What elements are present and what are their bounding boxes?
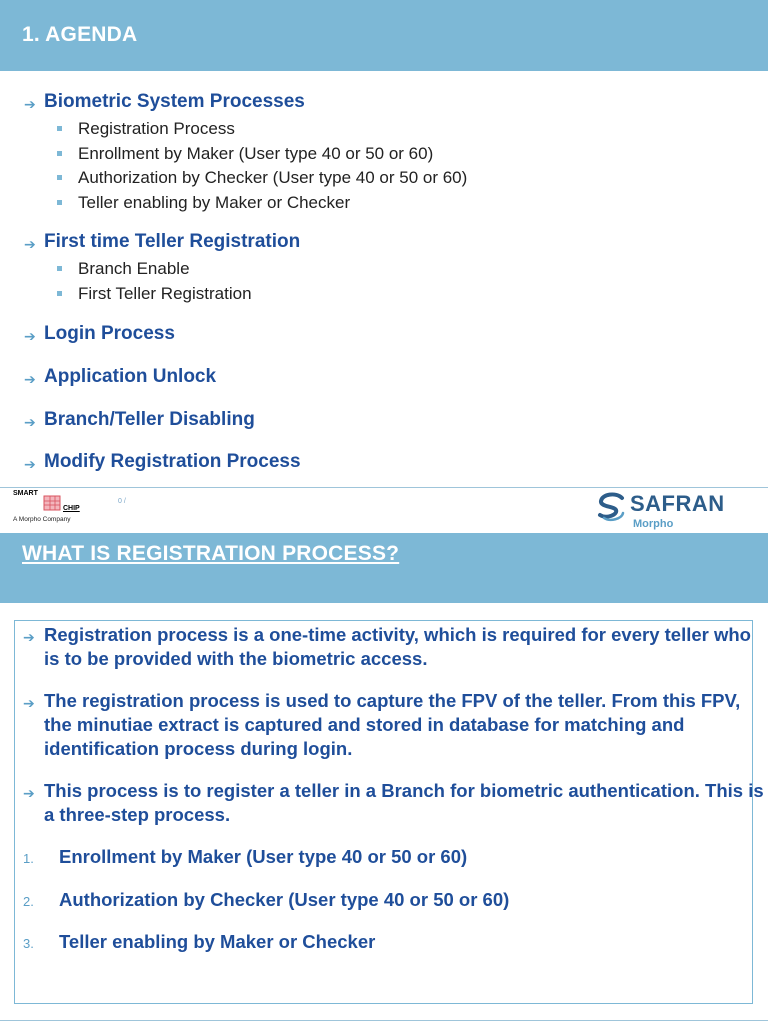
agenda-sub-list xyxy=(24,257,300,306)
square-bullet-icon xyxy=(57,291,62,296)
agenda-section xyxy=(24,231,300,306)
agenda-section xyxy=(24,323,175,345)
arrow-right-icon: ➔ xyxy=(23,695,35,711)
agenda-title: 1. AGENDA xyxy=(22,23,138,46)
registration-content-box xyxy=(14,620,764,1004)
arrow-right-icon: ➔ xyxy=(24,371,36,387)
page-marker: 0 / xyxy=(118,498,126,505)
square-bullet-icon xyxy=(57,175,62,180)
arrow-right-icon: ➔ xyxy=(24,96,36,112)
arrow-right-icon: ➔ xyxy=(24,414,36,430)
agenda-section-title: ➔ Application Unlock xyxy=(24,366,216,388)
registration-paragraph: ➔ This process is to register a teller in a Branch for biometric authentication. This is a three-step process. xyxy=(23,780,764,825)
registration-title: WHAT IS REGISTRATION PROCESS? xyxy=(22,542,400,565)
registration-title-band xyxy=(0,533,768,603)
list-item: Enrollment by Maker (User type 40 or 50 or 60) xyxy=(24,142,467,167)
list-item: Registration Process xyxy=(24,117,467,142)
agenda-section xyxy=(24,409,255,431)
list-item: Authorization by Checker (User type 40 or 50 or 60) xyxy=(24,166,467,191)
smartchip-logo: SMART CHIP A Morpho Company xyxy=(13,490,80,523)
chip-logo-icon xyxy=(41,494,63,512)
registration-paragraph: ➔ Registration process is a one-time activity, which is required for every teller who is to be provided with the biometric access. xyxy=(23,624,751,669)
registration-slide xyxy=(0,533,768,1024)
registration-step: 3. Teller enabling by Maker or Checker xyxy=(23,931,376,952)
agenda-section xyxy=(24,91,467,216)
arrow-right-icon: ➔ xyxy=(24,236,36,252)
agenda-title-band xyxy=(0,0,768,71)
agenda-section-title: ➔ First time Teller Registration xyxy=(24,231,300,253)
list-item: Teller enabling by Maker or Checker xyxy=(24,191,467,216)
list-item: First Teller Registration xyxy=(24,282,300,307)
safran-logo: SAFRAN Morpho xyxy=(596,490,756,530)
agenda-section xyxy=(24,451,301,473)
agenda-section-title: ➔ Branch/Teller Disabling xyxy=(24,409,255,431)
arrow-right-icon: ➔ xyxy=(23,629,35,645)
safran-swirl-icon xyxy=(596,492,628,522)
arrow-right-icon: ➔ xyxy=(24,328,36,344)
next-slide-edge xyxy=(0,1020,768,1024)
square-bullet-icon xyxy=(57,266,62,271)
agenda-sub-list xyxy=(24,117,467,216)
registration-step: 1. Enrollment by Maker (User type 40 or 50 or 60) xyxy=(23,846,468,867)
arrow-right-icon: ➔ xyxy=(23,785,35,801)
agenda-section-title: ➔ Biometric System Processes xyxy=(24,91,467,113)
registration-paragraph: ➔ The registration process is used to capture the FPV of the teller. From this FPV, the minutiae extract is captured and stored in database for matching and identification process during login. xyxy=(23,690,741,759)
arrow-right-icon: ➔ xyxy=(24,456,36,472)
agenda-section xyxy=(24,366,216,388)
agenda-section-title: ➔ Modify Registration Process xyxy=(24,451,301,473)
list-item: Branch Enable xyxy=(24,257,300,282)
footer-divider xyxy=(0,1020,768,1021)
agenda-section-title: ➔ Login Process xyxy=(24,323,175,345)
square-bullet-icon xyxy=(57,200,62,205)
footer-divider xyxy=(0,487,768,488)
square-bullet-icon xyxy=(57,151,62,156)
registration-step: 2. Authorization by Checker (User type 40 or 50 or 60) xyxy=(23,889,510,910)
square-bullet-icon xyxy=(57,126,62,131)
